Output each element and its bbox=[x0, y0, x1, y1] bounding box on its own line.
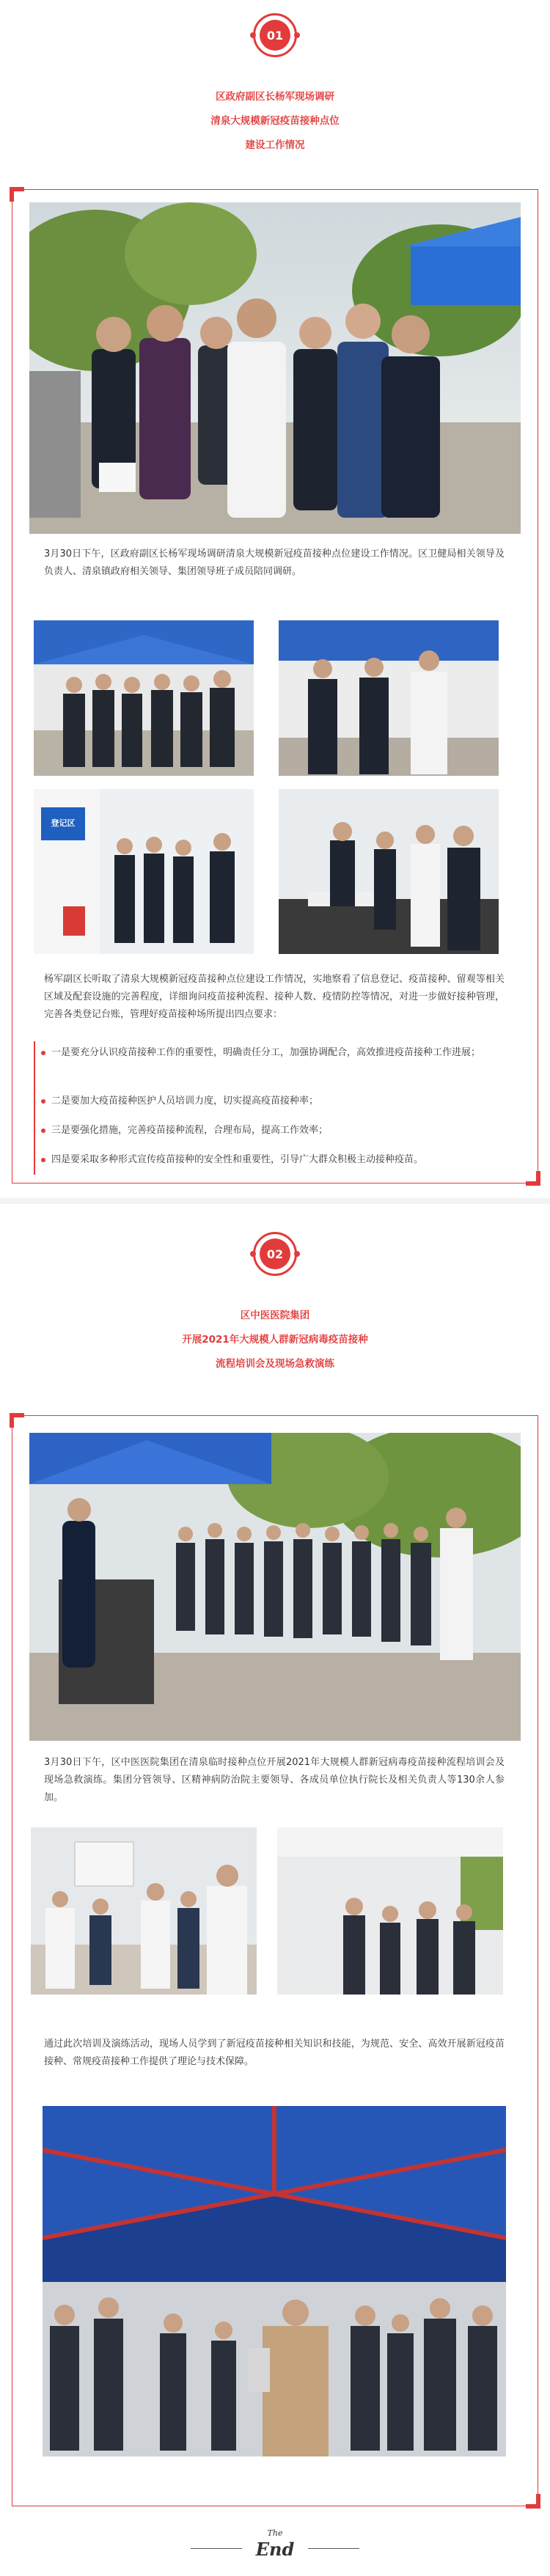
heading-line: 建设工作情况 bbox=[245, 139, 305, 151]
section-number-badge bbox=[253, 1232, 297, 1276]
requirement-item: 四是要采取多种形式宣传疫苗接种的安全性和重要性，引导广大群众积极主动接种疫苗。 bbox=[51, 1151, 506, 1169]
section-body-text: 通过此次培训及演练活动，现场人员学到了新冠疫苗接种相关知识和技能，为规范、安全、高效开展新冠疫苗接种、常规疫苗接种工作提供了理论与技术保障。 bbox=[44, 2039, 505, 2067]
section-intro-text: 3月30日下午，区政府副区长杨军现场调研清泉大规模新冠疫苗接种点位建设工作情况。区卫健局相关领导及负责人、清泉镇政府相关领导、集团领导班子成员陪同调研。 bbox=[44, 548, 505, 577]
photo-training-hall bbox=[277, 1827, 503, 1995]
heading-line: 区政府副区长杨军现场调研 bbox=[216, 91, 334, 103]
section-intro-text: 3月30日下午，区中医医院集团在清泉临时接种点位开展2021年大规模人群新冠病毒疫苗接种流程培训会及现场急救演练。集团分管领导、区精神病防治院主要领导、各成员单位执行院长及相关负责人等130余人参加。 bbox=[44, 1757, 505, 1803]
section-separator bbox=[0, 1198, 550, 1204]
section-number: 02 bbox=[260, 1239, 290, 1269]
requirement-item: 一是要充分认识疫苗接种工作的重要性，明确责任分工，加强协调配合，高效推进疫苗接种工作进展； bbox=[51, 1044, 506, 1062]
section-heading bbox=[0, 1304, 550, 1376]
heading-line: 清泉大规模新冠疫苗接种点位 bbox=[210, 115, 340, 127]
photo-training-indoor bbox=[31, 1827, 257, 1995]
section-body-text: 杨军副区长听取了清泉大规模新冠疫苗接种点位建设工作情况，实地察看了信息登记、疫苗接种、留观等相关区域及配套设施的完善程度，详细询问疫苗接种流程、接种人数、疫情防控等情况，对进一步做好接种管理，完善各类登记台账，管理好疫苗接种场所提出四点要求： bbox=[44, 974, 505, 1020]
heading-line: 区中医医院集团 bbox=[240, 1310, 310, 1321]
photo-registration-area bbox=[34, 789, 254, 954]
photo-emergency-drill bbox=[43, 2106, 506, 2456]
requirement-item: 三是要强化措施，完善疫苗接种流程，合理布局，提高工作效率； bbox=[51, 1122, 506, 1140]
photo-training-outdoor bbox=[29, 1433, 521, 1741]
requirement-item: 二是要加大疫苗接种医护人员培训力度，切实提高疫苗接种率； bbox=[51, 1093, 506, 1110]
photo-vaccination-desk bbox=[279, 789, 499, 954]
bullet-rule bbox=[34, 1041, 35, 1175]
section-number-badge bbox=[253, 13, 297, 57]
photo-officials-tent bbox=[279, 620, 499, 776]
section-number: 01 bbox=[260, 20, 290, 51]
photo-officials-inspection bbox=[29, 202, 521, 534]
heading-line: 流程培训会及现场急救演练 bbox=[216, 1358, 334, 1370]
photo-tent-group bbox=[34, 620, 254, 776]
footer-end: End bbox=[255, 2539, 295, 2560]
registration-sign: 登记区 bbox=[51, 818, 76, 828]
footer-the: The bbox=[267, 2528, 283, 2538]
section-heading bbox=[0, 85, 550, 158]
heading-line: 开展2021年大规模人群新冠病毒疫苗接种 bbox=[182, 1334, 368, 1346]
